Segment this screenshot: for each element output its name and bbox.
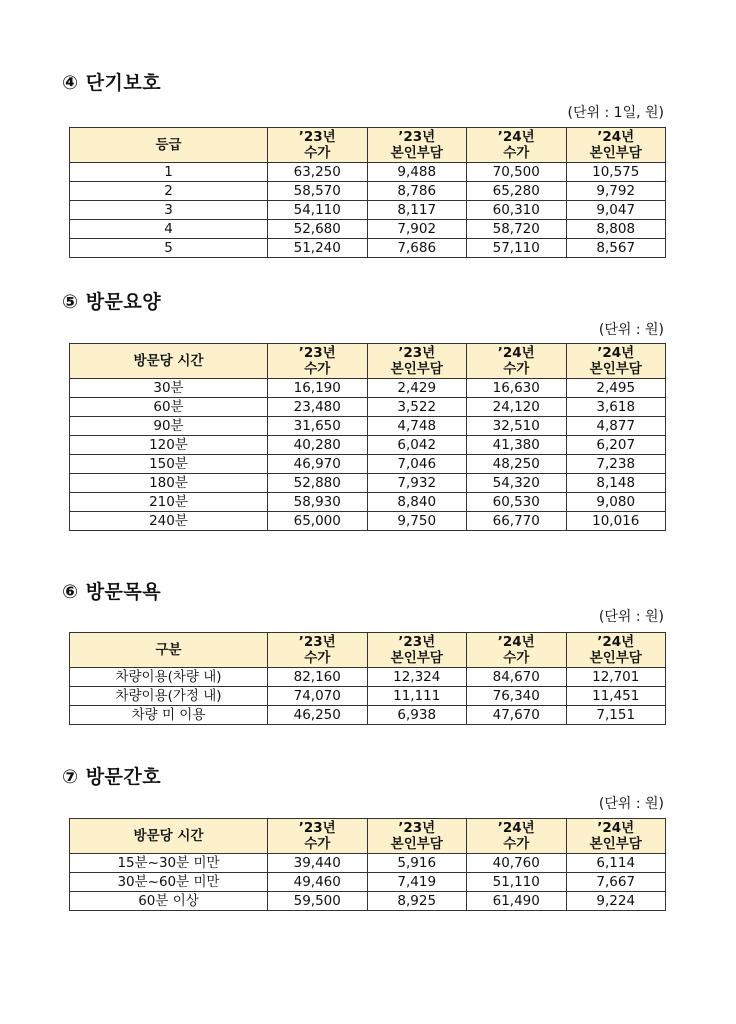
table-row (70, 493, 666, 512)
value-cell: 6,207 (566, 436, 666, 455)
section-title-home-bathing: ⑥ 방문목욕 (62, 581, 162, 603)
column-header: 방문당 시간 (70, 819, 268, 854)
section-title-home-nursing: ⑦ 방문간호 (62, 766, 162, 788)
value-cell: 65,280 (467, 182, 567, 201)
column-header: 구분 (70, 633, 268, 668)
value-cell: 5,916 (367, 854, 467, 873)
value-cell: 7,932 (367, 474, 467, 493)
value-cell: 7,686 (367, 239, 467, 258)
value-cell: 82,160 (268, 668, 368, 687)
value-cell: 3,522 (367, 398, 467, 417)
row-label-cell: 15분~30분 미만 (70, 854, 268, 873)
value-cell: 7,151 (566, 706, 666, 725)
value-cell: 6,114 (566, 854, 666, 873)
value-cell: 49,460 (268, 873, 368, 892)
section-title-home-care: ⑤ 방문요양 (62, 291, 162, 313)
value-cell: 60,530 (467, 493, 567, 512)
value-cell: 58,930 (268, 493, 368, 512)
column-header: ’24년 본인부담 (566, 128, 666, 163)
table-row (70, 182, 666, 201)
column-header: ’24년 본인부담 (566, 344, 666, 379)
value-cell: 48,250 (467, 455, 567, 474)
value-cell: 8,786 (367, 182, 467, 201)
row-label-cell: 120분 (70, 436, 268, 455)
table-header-row (70, 819, 666, 854)
row-label-cell: 30분 (70, 379, 268, 398)
column-header: ’23년 본인부담 (367, 344, 467, 379)
value-cell: 57,110 (467, 239, 567, 258)
row-label-cell: 240분 (70, 512, 268, 531)
value-cell: 6,042 (367, 436, 467, 455)
row-label-cell: 150분 (70, 455, 268, 474)
row-label-cell: 1 (70, 163, 268, 182)
column-header: ’24년 수가 (467, 633, 567, 668)
value-cell: 52,680 (268, 220, 368, 239)
fee-table-home-care (69, 343, 666, 531)
value-cell: 76,340 (467, 687, 567, 706)
fee-table-home-nursing (69, 818, 666, 911)
table-row (70, 474, 666, 493)
value-cell: 8,117 (367, 201, 467, 220)
row-label-cell: 차량 미 이용 (70, 706, 268, 725)
value-cell: 70,500 (467, 163, 567, 182)
table-row (70, 706, 666, 725)
row-label-cell: 60분 (70, 398, 268, 417)
column-header: ’23년 본인부담 (367, 633, 467, 668)
fee-table-short-term-care (69, 127, 666, 258)
value-cell: 9,080 (566, 493, 666, 512)
column-header: ’23년 수가 (268, 128, 368, 163)
value-cell: 8,567 (566, 239, 666, 258)
value-cell: 60,310 (467, 201, 567, 220)
row-label-cell: 5 (70, 239, 268, 258)
value-cell: 9,792 (566, 182, 666, 201)
column-header: ’23년 수가 (268, 633, 368, 668)
column-header: ’23년 수가 (268, 819, 368, 854)
column-header: ’23년 본인부담 (367, 128, 467, 163)
row-label-cell: 60분 이상 (70, 892, 268, 911)
value-cell: 6,938 (367, 706, 467, 725)
row-label-cell: 차량이용(가정 내) (70, 687, 268, 706)
value-cell: 11,111 (367, 687, 467, 706)
value-cell: 54,320 (467, 474, 567, 493)
value-cell: 16,190 (268, 379, 368, 398)
table-row (70, 687, 666, 706)
section-title-short-term-care: ④ 단기보호 (62, 72, 162, 94)
column-header: 등급 (70, 128, 268, 163)
column-header: ’24년 수가 (467, 344, 567, 379)
value-cell: 4,877 (566, 417, 666, 436)
value-cell: 61,490 (467, 892, 567, 911)
row-label-cell: 210분 (70, 493, 268, 512)
row-label-cell: 4 (70, 220, 268, 239)
column-header: ’24년 본인부담 (566, 633, 666, 668)
table-row (70, 436, 666, 455)
value-cell: 63,250 (268, 163, 368, 182)
value-cell: 54,110 (268, 201, 368, 220)
table-row (70, 668, 666, 687)
value-cell: 9,047 (566, 201, 666, 220)
value-cell: 7,238 (566, 455, 666, 474)
value-cell: 58,570 (268, 182, 368, 201)
value-cell: 4,748 (367, 417, 467, 436)
value-cell: 7,046 (367, 455, 467, 474)
unit-label: (단위 : 원) (598, 609, 664, 625)
column-header: ’24년 수가 (467, 819, 567, 854)
value-cell: 65,000 (268, 512, 368, 531)
value-cell: 84,670 (467, 668, 567, 687)
fee-table-home-bathing (69, 632, 666, 725)
value-cell: 46,250 (268, 706, 368, 725)
table-row (70, 220, 666, 239)
table-row (70, 239, 666, 258)
value-cell: 7,419 (367, 873, 467, 892)
value-cell: 2,495 (566, 379, 666, 398)
value-cell: 3,618 (566, 398, 666, 417)
row-label-cell: 180분 (70, 474, 268, 493)
column-header: ’23년 본인부담 (367, 819, 467, 854)
table-row (70, 512, 666, 531)
value-cell: 23,480 (268, 398, 368, 417)
table-row (70, 873, 666, 892)
value-cell: 58,720 (467, 220, 567, 239)
value-cell: 41,380 (467, 436, 567, 455)
column-header: ’24년 수가 (467, 128, 567, 163)
value-cell: 8,925 (367, 892, 467, 911)
value-cell: 9,224 (566, 892, 666, 911)
value-cell: 8,148 (566, 474, 666, 493)
table-row (70, 892, 666, 911)
row-label-cell: 90분 (70, 417, 268, 436)
value-cell: 66,770 (467, 512, 567, 531)
column-header: ’23년 수가 (268, 344, 368, 379)
table-header-row (70, 633, 666, 668)
value-cell: 59,500 (268, 892, 368, 911)
row-label-cell: 2 (70, 182, 268, 201)
value-cell: 47,670 (467, 706, 567, 725)
value-cell: 9,488 (367, 163, 467, 182)
value-cell: 74,070 (268, 687, 368, 706)
value-cell: 2,429 (367, 379, 467, 398)
row-label-cell: 차량이용(차량 내) (70, 668, 268, 687)
value-cell: 12,701 (566, 668, 666, 687)
table-row (70, 398, 666, 417)
value-cell: 7,667 (566, 873, 666, 892)
table-header-row (70, 344, 666, 379)
value-cell: 40,280 (268, 436, 368, 455)
table-row (70, 455, 666, 474)
unit-label: (단위 : 원) (598, 796, 664, 812)
value-cell: 7,902 (367, 220, 467, 239)
table-header-row (70, 128, 666, 163)
table-row (70, 163, 666, 182)
value-cell: 12,324 (367, 668, 467, 687)
table-row (70, 201, 666, 220)
value-cell: 9,750 (367, 512, 467, 531)
column-header: 방문당 시간 (70, 344, 268, 379)
value-cell: 32,510 (467, 417, 567, 436)
value-cell: 8,840 (367, 493, 467, 512)
unit-label: (단위 : 1일, 원) (567, 105, 664, 121)
value-cell: 8,808 (566, 220, 666, 239)
value-cell: 51,240 (268, 239, 368, 258)
value-cell: 31,650 (268, 417, 368, 436)
value-cell: 51,110 (467, 873, 567, 892)
value-cell: 10,016 (566, 512, 666, 531)
table-row (70, 417, 666, 436)
row-label-cell: 3 (70, 201, 268, 220)
value-cell: 40,760 (467, 854, 567, 873)
value-cell: 39,440 (268, 854, 368, 873)
value-cell: 10,575 (566, 163, 666, 182)
value-cell: 16,630 (467, 379, 567, 398)
column-header: ’24년 본인부담 (566, 819, 666, 854)
row-label-cell: 30분~60분 미만 (70, 873, 268, 892)
table-row (70, 379, 666, 398)
value-cell: 11,451 (566, 687, 666, 706)
table-row (70, 854, 666, 873)
value-cell: 52,880 (268, 474, 368, 493)
value-cell: 24,120 (467, 398, 567, 417)
unit-label: (단위 : 원) (598, 322, 664, 338)
value-cell: 46,970 (268, 455, 368, 474)
